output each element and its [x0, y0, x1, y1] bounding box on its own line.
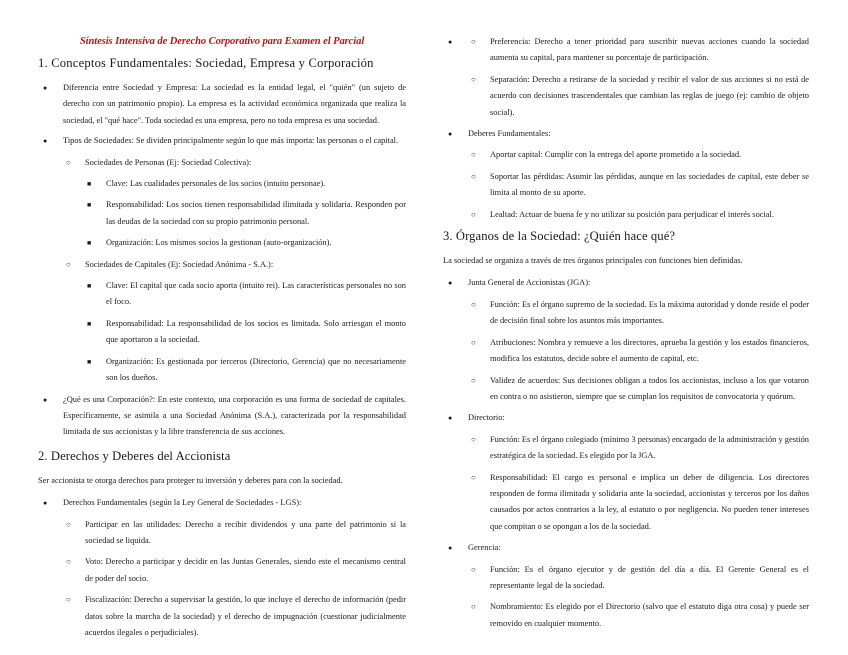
list-item: ○ Soportar las pérdidas: Asumir las pérdidas, aunque en las sociedades de capital, este deber se limita al monto de su aporte.	[468, 169, 809, 202]
sublist	[85, 176, 406, 252]
list-item	[443, 275, 809, 405]
list-item	[38, 133, 406, 386]
list-item: ■ Responsabilidad: La responsabilidad de los socios es limitada. Solo arriesgan el monto que aportaron a la sociedad.	[85, 316, 406, 349]
list-item	[443, 540, 809, 632]
section-1-list	[38, 80, 406, 441]
list-item: ○ Responsabilidad: El cargo es personal e implica un deber de diligencia. Los directores responden de forma ilimitada y solidaria ante la sociedad, accionistas y terceros por los daños causados por actos contrarios a la ley, al estatuto o por negligencia. No pueden tener intereses que compitan o se opongan a los de la sociedad.	[468, 470, 809, 536]
list-item: ● Diferencia entre Sociedad y Empresa: La sociedad es la entidad legal, el "quién" (un sujeto de derecho con un patrimonio propio). La empresa es la actividad económica organizada que realiza la sociedad, el "qué hace". Toda sociedad es una empresa, pero no toda empresa es una sociedad.	[38, 80, 406, 129]
list-item	[443, 410, 809, 535]
sublist	[468, 34, 809, 121]
list-item-text: Derechos Fundamentales (según la Ley General de Sociedades - LGS):	[63, 498, 302, 508]
sublist	[468, 297, 809, 405]
list-item-text: Deberes Fundamentales:	[468, 129, 551, 139]
list-item: ■ Clave: El capital que cada socio aporta (intuito rei). Las características personales no son el foco.	[85, 278, 406, 311]
list-item-text: Tipos de Sociedades: Se dividen principalmente según lo que más importa: las personas o el capital.	[63, 136, 399, 146]
list-item: ○ Función: Es el órgano ejecutor y de gestión del día a día. El Gerente General es el representante legal de la sociedad.	[468, 562, 809, 595]
sublist	[468, 432, 809, 535]
right-column	[443, 34, 809, 637]
list-item	[443, 34, 809, 121]
list-item: ○ Función: Es el órgano supremo de la sociedad. Es la máxima autoridad y donde reside el poder de decisión final sobre los asuntos más importantes.	[468, 297, 809, 330]
list-item: ■ Clave: Las cualidades personales de los socios (intuito personae).	[85, 176, 406, 192]
list-item: ○ Lealtad: Actuar de buena fe y no utilizar su posición para perjudicar el interés social.	[468, 207, 809, 223]
sublist	[468, 147, 809, 223]
section-2-heading: 2. Derechos y Deberes del Accionista	[38, 448, 231, 463]
list-item: ○ Función: Es el órgano colegiado (mínimo 3 personas) encargado de la administración y gestión estratégica de la sociedad. Es elegido por la JGA.	[468, 432, 809, 465]
list-item	[63, 155, 406, 252]
list-item: ● ¿Qué es una Corporación?: En este contexto, una corporación es una forma de sociedad de capitales. Específicamente, se asimila a una Sociedad Anónima (S.A.), caracterizada por la responsabilidad limitada de sus accionistas y la libre transferencia de sus acciones.	[38, 392, 406, 441]
sublist	[85, 278, 406, 386]
list-item: ○ Nombramiento: Es elegido por el Directorio (salvo que el estatuto diga otra cosa) y puede ser removido en cualquier momento.	[468, 599, 809, 632]
list-item-text: Sociedades de Personas (Ej: Sociedad Colectiva):	[85, 157, 252, 167]
sublist	[468, 562, 809, 633]
section-1-heading: 1. Conceptos Fundamentales: Sociedad, Empresa y Corporación	[38, 56, 374, 70]
list-item: ■ Organización: Es gestionada por terceros (Directorio, Gerencia) que no necesariamente son los dueños.	[85, 354, 406, 387]
sublist	[63, 517, 406, 642]
list-item-text: Directorio:	[468, 413, 505, 423]
list-item: ○ Voto: Derecho a participar y decidir en las Juntas Generales, siendo este el mecanismo central de poder del socio.	[63, 554, 406, 587]
list-item-text: Sociedades de Capitales (Ej: Sociedad Anónima - S.A.):	[85, 259, 274, 269]
list-item: ○ Atribuciones: Nombra y remueve a los directores, aprueba la gestión y los estados financieros, modifica los estatutos, decide sobre el aumento de capital, etc.	[468, 335, 809, 368]
list-item	[38, 495, 406, 641]
list-item: ○ ● Preferencia: Derecho a tener prioridad para suscribir nuevas acciones cuando la sociedad aumenta su capital, para mantener su porcentaje de participación.	[468, 34, 809, 67]
list-item: ○ Participar en las utilidades: Derecho a recibir dividendos y una parte del patrimonio si la sociedad se liquida.	[63, 517, 406, 550]
section-2-list	[38, 495, 406, 641]
sublist	[63, 155, 406, 387]
left-column	[38, 36, 406, 646]
section-3-intro: La sociedad se organiza a través de tres órganos principales con funciones bien definidas.	[443, 256, 743, 266]
list-item: ○ Validez de acuerdos: Sus decisiones obligan a todos los accionistas, incluso a los que votaron en contra o no asistieron, siempre que se cumplan los requisitos de convocatoria y quórum.	[468, 373, 809, 406]
document-title: Síntesis Intensiva de Derecho Corporativo para Examen el Parcial	[79, 36, 365, 47]
section-2-list-continued	[443, 34, 809, 223]
list-item: ■ Responsabilidad: Los socios tienen responsabilidad ilimitada y solidaria. Responden por las deudas de la sociedad con su propio patrimonio personal.	[85, 197, 406, 230]
section-3-heading: 3. Órganos de la Sociedad: ¿Quién hace qué?	[443, 229, 676, 244]
list-item	[443, 126, 809, 223]
list-item: ○ Aportar capital: Cumplir con la entrega del aporte prometido a la sociedad.	[468, 147, 809, 163]
list-item: ○ Separación: Derecho a retirarse de la sociedad y recibir el valor de sus acciones si no está de acuerdo con decisiones trascendentales que cambian las reglas de juego (ej: cambio de objeto social).	[468, 72, 809, 121]
list-item-text: Junta General de Accionistas (JGA):	[468, 278, 591, 288]
section-3-list	[443, 275, 809, 632]
section-2-intro: Ser accionista te otorga derechos para proteger tu inversión y deberes para con la sociedad.	[38, 475, 343, 485]
list-item: ○ Fiscalización: Derecho a supervisar la gestión, lo que incluye el derecho de información (pedir datos sobre la marcha de la sociedad) y el derecho de impugnación (cuestionar judicialmente acuerdos ilegales o perjudiciales).	[63, 592, 406, 641]
list-item-text: Gerencia:	[468, 543, 501, 553]
list-item: ■ Organización: Los mismos socios la gestionan (auto-organización).	[85, 235, 406, 251]
list-item	[63, 257, 406, 387]
